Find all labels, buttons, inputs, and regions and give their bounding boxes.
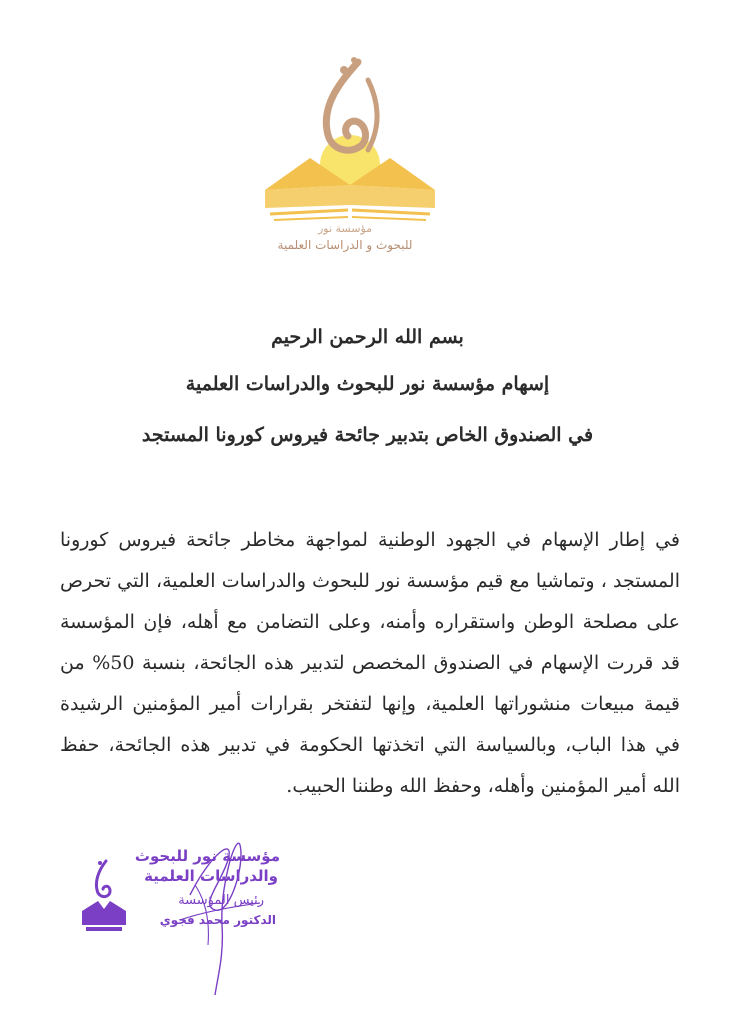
- handwritten-signature: [160, 825, 270, 1000]
- logo-subtitle-line: للبحوث و الدراسات العلمية: [277, 238, 413, 252]
- stamp-line-4: الدكتور محمد فجوي: [159, 913, 276, 927]
- basmala: بسم الله الرحمن الرحيم: [271, 326, 464, 348]
- stamp-line-3: رئيس المؤسسة: [178, 893, 264, 908]
- document-subtitle: في الصندوق الخاص بتدبير جائحة فيروس كورونا المستجد: [141, 424, 594, 446]
- stamp-line-2: والدراسات العلمية: [144, 867, 278, 885]
- stamp-emblem-icon: [78, 853, 130, 933]
- stamp-line-1: مؤسسة نور للبحوث: [134, 847, 280, 865]
- statement-paragraph: في إطار الإسهام في الجهود الوطنية لمواجهة مخاطر جائحة فيروس كورونا المستجد ، وتماشيا مع قيم مؤسسة نور للبحوث والدراسات العلمية، التي تحرص على مصلحة الوطن واستقراره وأمنه، وعلى التضامن مع أهله، فإن المؤسسة قد قررت الإسهام في الصندوق المخصص لتدبير هذه الجائحة، بنسبة 50% من قيمة مبيعات منشوراتها العلمية، وإنها لتفتخر بقرارات أمير المؤمنين الرشيدة في هذا الباب، وبالسياسة التي اتخذتها الحكومة في تدبير هذه الجائحة، حفظ الله أمير المؤمنين وأهله، وحفظ الله وطننا الحبيب.: [60, 529, 680, 797]
- document-title: إسهام مؤسسة نور للبحوث والدراسات العلمية: [185, 373, 550, 395]
- logo-name-line: مؤسسة نور: [317, 222, 373, 235]
